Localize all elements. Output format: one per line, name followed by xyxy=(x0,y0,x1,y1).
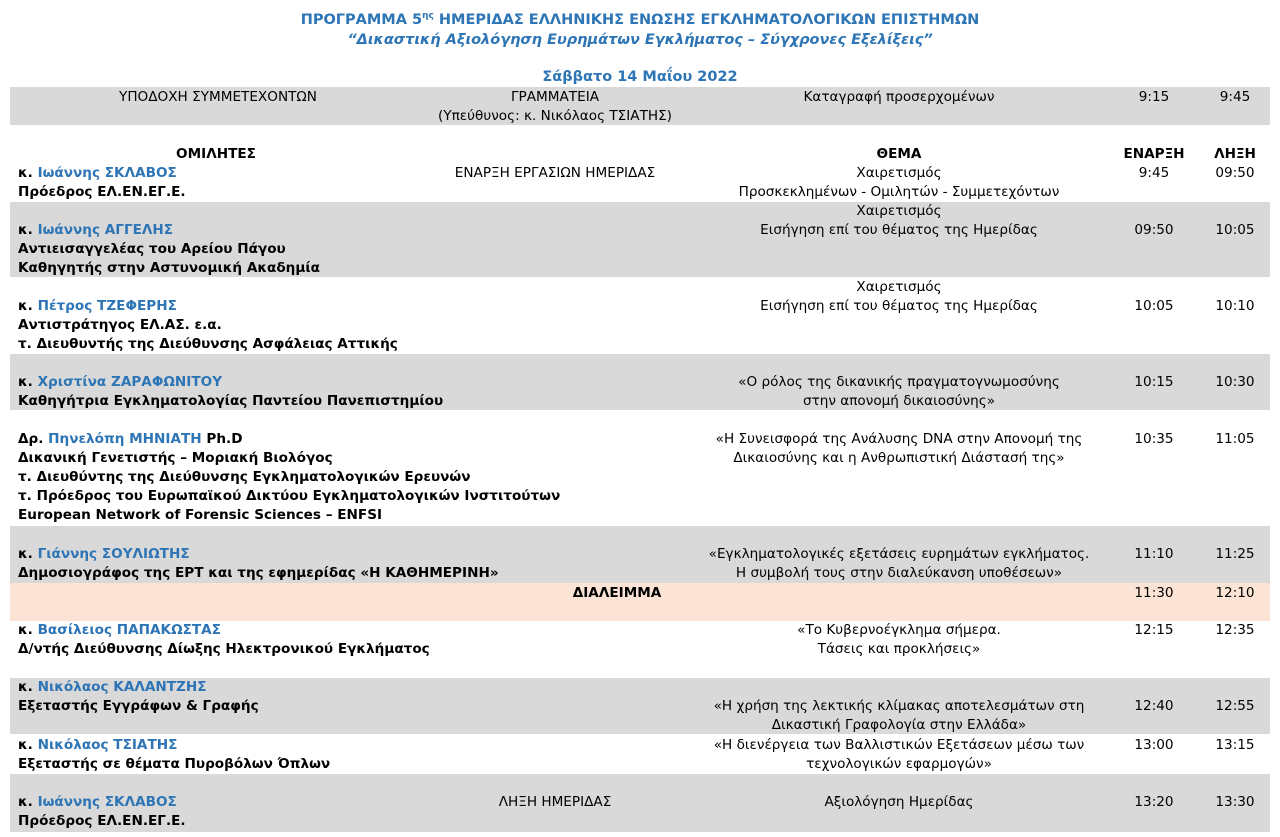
topic-line: «Η Συνεισφορά της Ανάλυσης DNA στην Απονομή της xyxy=(715,431,1083,447)
start-time: 12:15 xyxy=(1134,622,1174,638)
col-topic: ΘΕΜΑ xyxy=(876,146,922,162)
end-time: 12:35 xyxy=(1215,622,1255,638)
topic-line: «Η διενέργεια των Βαλλιστικών Εξετάσεων μέσω των xyxy=(713,737,1085,753)
topic-line: «Εγκληματολογικές εξετάσεις ευρημάτων εγκλήματος. xyxy=(708,546,1090,562)
topic-line: τεχνολογικών εφαρμογών» xyxy=(806,756,992,772)
end-time: 12:55 xyxy=(1215,698,1255,714)
program-title: ΠΡΟΓΡΑΜΜΑ $5^{\eta\varsigma}$ ΗΜΕΡΙΔΑΣ ΕΛΛΗΝΙΚΗΣ ΕΝΩΣΗΣ ΕΓΚΛΗΜΑΤΟΛΟΓΙΚΩΝ ΕΠΙΣΤΗΜΩΝ xyxy=(300,11,980,28)
speaker-title: τ. Διευθύντης της Διεύθυνσης Εγκληματολογικών Ερευνών xyxy=(18,469,471,485)
topic-line: «Το Κυβερνοέγκλημα σήμερα. xyxy=(797,622,1001,638)
end-time: 10:10 xyxy=(1215,298,1255,314)
break-label: ΔΙΑΛΕΙΜΜΑ xyxy=(572,585,662,601)
end-time: 10:30 xyxy=(1215,374,1255,390)
row-bg-10 xyxy=(10,774,1270,832)
secretariat-responsible: (Υπεύθυνος: κ. Νικόλαος ΤΣΙΑΤΗΣ) xyxy=(438,108,672,124)
speaker-title: Δ/ντής Διεύθυνσης Δίωξης Ηλεκτρονικού Εγκλήματος xyxy=(18,641,430,657)
program-subtitle: “Δικαστική Αξιολόγηση Ευρημάτων Εγκλήματος – Σύγχρονες Εξελίξεις” xyxy=(347,32,933,48)
session-closing: ΛΗΞΗ ΗΜΕΡΙΔΑΣ xyxy=(498,794,612,810)
topic-line: Δικαιοσύνης και η Ανθρωπιστική Διάστασή της» xyxy=(733,450,1065,466)
speaker-name: Δρ. Πηνελόπη ΜΗΝΙΑΤΗ Ph.D xyxy=(18,431,243,447)
topic-line: Χαιρετισμός xyxy=(856,279,942,295)
topic-line: Η συμβολή τους στην διαλεύκανση υποθέσεων» xyxy=(735,565,1063,581)
speaker-title: European Network of Forensic Sciences – ENFSI xyxy=(18,507,383,523)
speaker-name: κ. Βασίλειος ΠΑΠΑΚΩΣΤΑΣ xyxy=(18,622,221,638)
topic-line: Αξιολόγηση Ημερίδας xyxy=(824,794,974,810)
speaker-name: κ. Χριστίνα ΖΑΡΑΦΩΝΙΤΟΥ xyxy=(18,374,223,390)
topic-line: Προσκεκλημένων - Ομιλητών - Συμμετεχόντων xyxy=(738,184,1060,200)
reception-end: 9:45 xyxy=(1219,89,1251,105)
session-opening: ΕΝΑΡΞΗ ΕΡΓΑΣΙΩΝ ΗΜΕΡΙΔΑΣ xyxy=(454,165,656,181)
col-end: ΛΗΞΗ xyxy=(1214,146,1256,162)
speaker-title: τ. Πρόεδρος του Ευρωπαϊκού Δικτύου Εγκληματολογικών Ινστιτούτων xyxy=(18,488,561,504)
speaker-title: Δημοσιογράφος της ΕΡΤ και της εφημερίδας «Η ΚΑΘΗΜΕΡΙΝΗ» xyxy=(18,565,499,581)
reception-start: 9:15 xyxy=(1138,89,1170,105)
topic-line: «Η χρήση της λεκτικής κλίμακας αποτελεσμάτων στη xyxy=(713,698,1085,714)
break-start: 11:30 xyxy=(1134,585,1174,601)
topic-line: Χαιρετισμός xyxy=(856,203,942,219)
start-time: 11:10 xyxy=(1134,546,1174,562)
topic-line: Χαιρετισμός xyxy=(856,165,942,181)
start-time: 10:15 xyxy=(1134,374,1174,390)
topic-line: στην απονομή δικαιοσύνης» xyxy=(802,393,996,409)
speaker-name: κ. Γιάννης ΣΟΥΛΙΩΤΗΣ xyxy=(18,546,190,562)
start-time: 12:40 xyxy=(1134,698,1174,714)
start-time: 13:20 xyxy=(1134,794,1174,810)
topic-line: Εισήγηση επί του θέματος της Ημερίδας xyxy=(760,222,1038,238)
speaker-name: κ. Ιωάννης ΣΚΛΑΒΟΣ xyxy=(18,794,177,810)
speaker-title: Εξεταστής Εγγράφων & Γραφής xyxy=(18,698,259,714)
reception-topic: Καταγραφή προσερχομένων xyxy=(803,89,995,105)
speaker-title: Δικανική Γενετιστής – Μοριακή Βιολόγος xyxy=(18,450,333,466)
start-time: 10:35 xyxy=(1134,431,1174,447)
col-start: ΕΝΑΡΞΗ xyxy=(1123,146,1185,162)
start-time: 9:45 xyxy=(1138,165,1170,181)
speaker-title: Καθηγητής στην Αστυνομική Ακαδημία xyxy=(18,260,321,276)
speaker-name: κ. Νικόλαος ΚΑΛΑΝΤΖΗΣ xyxy=(18,679,207,695)
start-time: 09:50 xyxy=(1134,222,1174,238)
break-end: 12:10 xyxy=(1215,585,1255,601)
topic-line: «Ο ρόλος της δικανικής πραγματογνωμοσύνης xyxy=(738,374,1060,390)
start-time: 13:00 xyxy=(1134,737,1174,753)
speaker-name: κ. Πέτρος ΤΖΕΦΕΡΗΣ xyxy=(18,298,177,314)
end-time: 09:50 xyxy=(1215,165,1255,181)
speaker-title: Καθηγήτρια Εγκληματολογίας Παντείου Πανεπιστημίου xyxy=(18,393,444,409)
end-time: 11:05 xyxy=(1215,431,1255,447)
speaker-title: Εξεταστής σε θέματα Πυροβόλων Όπλων xyxy=(18,756,331,772)
speaker-title: Πρόεδρος ΕΛ.ΕΝ.ΕΓ.Ε. xyxy=(18,184,186,200)
secretariat-label: ΓΡΑΜΜΑΤΕΙΑ xyxy=(510,89,600,105)
end-time: 10:05 xyxy=(1215,222,1255,238)
topic-line: Δικαστική Γραφολογία στην Ελλάδα» xyxy=(771,717,1027,733)
topic-line: Τάσεις και προκλήσεις» xyxy=(817,641,981,657)
reception-label: ΥΠΟΔΟΧΗ ΣΥΜΜΕΤΕΧΟΝΤΩΝ xyxy=(119,89,317,105)
speaker-title: τ. Διευθυντής της Διεύθυνσης Ασφάλειας Αττικής xyxy=(18,336,398,352)
speaker-name: κ. Ιωάννης ΣΚΛΑΒΟΣ xyxy=(18,165,177,181)
speaker-title: Αντιεισαγγελέας του Αρείου Πάγου xyxy=(18,241,286,257)
end-time: 13:30 xyxy=(1215,794,1255,810)
speaker-name: κ. Ιωάννης ΑΓΓΕΛΗΣ xyxy=(18,222,174,238)
start-time: 10:05 xyxy=(1134,298,1174,314)
program-date: Σάββατο 14 Μαΐου 2022 xyxy=(542,69,738,85)
col-speakers: ΟΜΙΛΗΤΕΣ xyxy=(176,146,256,162)
speaker-name: κ. Νικόλαος ΤΣΙΑΤΗΣ xyxy=(18,737,178,753)
speaker-title: Πρόεδρος ΕΛ.ΕΝ.ΕΓ.Ε. xyxy=(18,813,186,829)
speaker-title: Αντιστράτηγος ΕΛ.ΑΣ. ε.α. xyxy=(18,317,222,333)
topic-line: Εισήγηση επί του θέματος της Ημερίδας xyxy=(760,298,1038,314)
end-time: 13:15 xyxy=(1215,737,1255,753)
end-time: 11:25 xyxy=(1215,546,1255,562)
